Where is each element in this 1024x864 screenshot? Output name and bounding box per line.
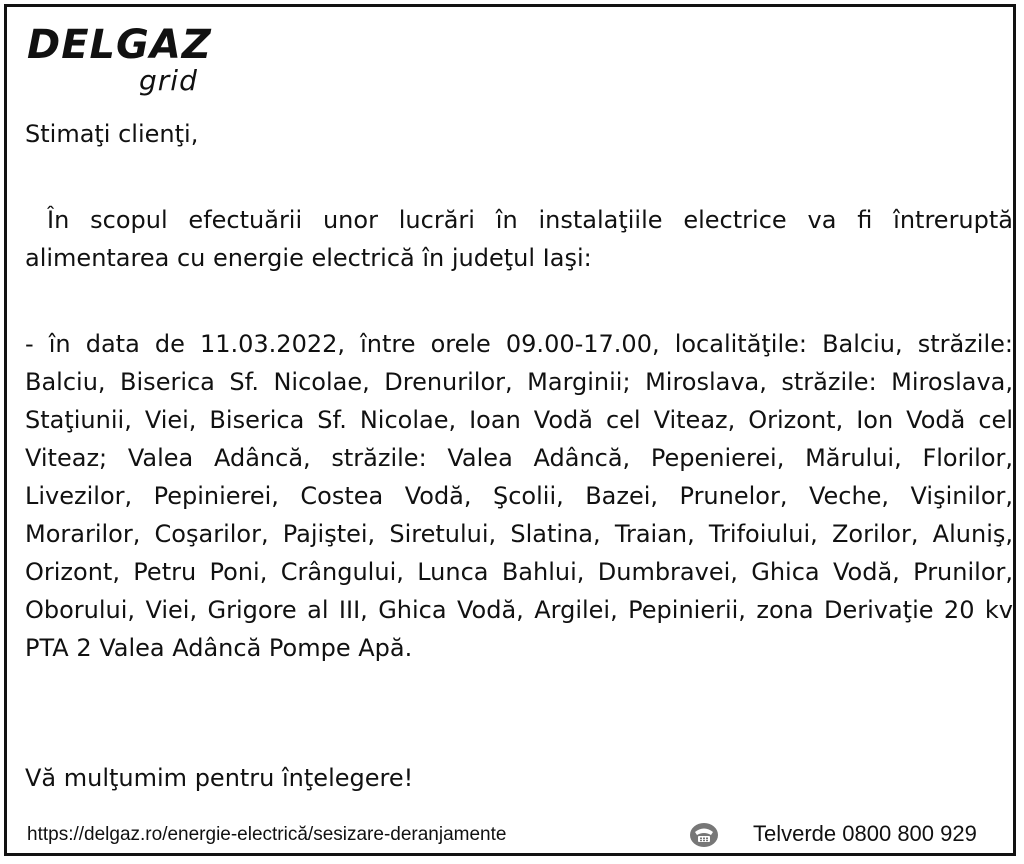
telephone-icon bbox=[689, 821, 719, 849]
footer-url[interactable]: https://delgaz.ro/energie-electrică/sesizare-deranjamente bbox=[27, 824, 507, 845]
thanks-line: Vă mulţumim pentru înţelegere! bbox=[25, 764, 414, 792]
intro-paragraph: În scopul efectuării unor lucrări în instalaţiile electrice va fi întreruptă alimentarea cu energie electrică în judeţul Iaşi: bbox=[25, 206, 1013, 272]
logo-wordmark: DELGAZ bbox=[27, 22, 212, 68]
delgaz-logo bbox=[27, 23, 227, 103]
outage-details: - în data de 11.03.2022, între orele 09.00-17.00, localităţile: Balciu, străzile: Balciu, Biserica Sf. Nicolae, Drenurilor, Marginii; Miroslava, străzile: Miroslava, Staţiunii, Viei, Biserica Sf. Nicolae, Ioan Vodă cel Viteaz, Orizont, Ion Vodă cel Viteaz; Valea Adâncă, străzile: Valea Adâncă, Pepenierei, Mărului, Florilor, Livezilor, Pepinierei, Costea Vodă, Şcolii, Bazei, Prunelor, Veche, Vişinilor, Morarilor, Coşarilor, Pajiştei, Siretului, Slatina, Traian, Trifoiului, Zorilor, Aluniş, Orizont, Petru Poni, Crângului, Lunca Bahlui, Dumbravei, Ghica Vodă, Prunilor, Oborului, Viei, Grigore al III, Ghica Vodă, Argilei, Pepinierii, zona Derivaţie 20 kv PTA 2 Valea Adâncă Pompe Apă. bbox=[25, 330, 1013, 662]
greeting: Stimaţi clienţi, bbox=[25, 120, 199, 148]
logo-subtitle: grid bbox=[139, 64, 198, 97]
notice-body bbox=[25, 115, 1013, 667]
notice-frame bbox=[4, 4, 1016, 856]
hotline-number[interactable]: Telverde 0800 800 929 bbox=[753, 821, 977, 846]
